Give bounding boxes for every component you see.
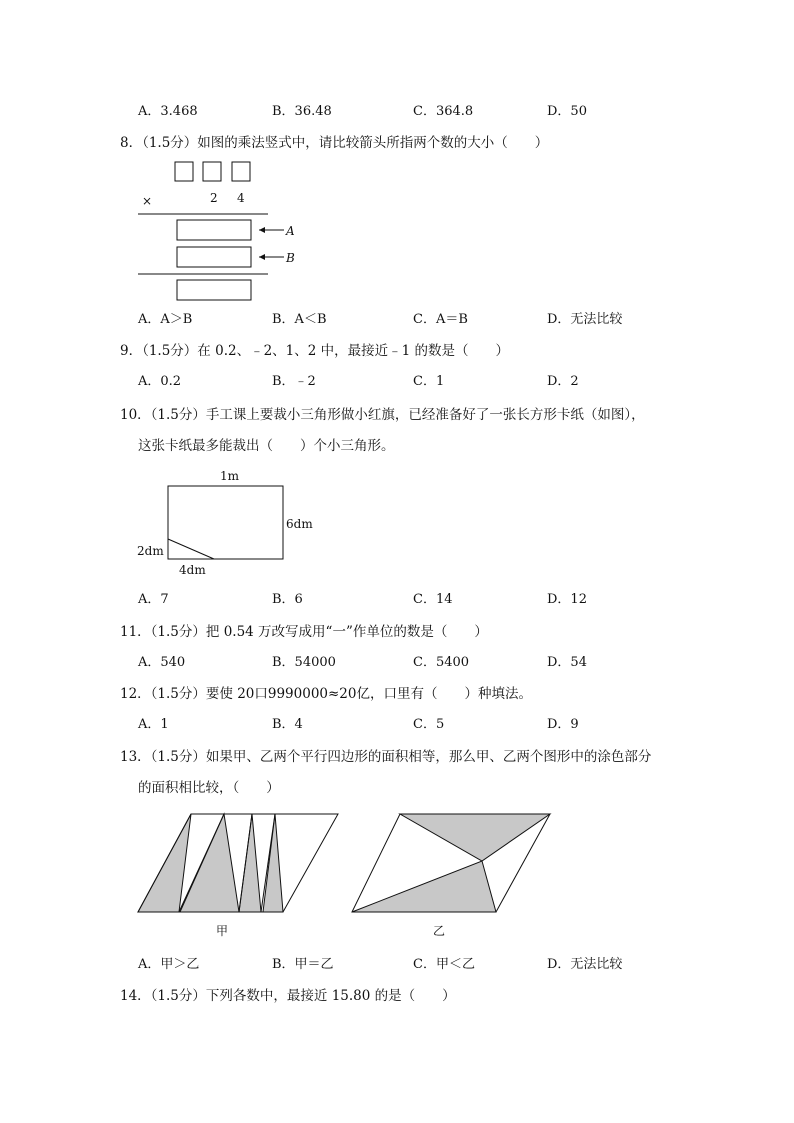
top-length-label: 1m [220, 469, 240, 483]
label-b: B [286, 251, 295, 265]
q13-option-b: B．甲＝乙 [272, 957, 334, 972]
q12-option-d: D．9 [547, 717, 579, 732]
q12-option-b: B．4 [272, 717, 303, 732]
product-box [177, 280, 251, 300]
q7-option-d: D．50 [547, 104, 587, 119]
q13-option-c: C．甲＜乙 [413, 957, 475, 972]
q9-option-b: B．﹣2 [272, 374, 316, 389]
q10-option-b: B．6 [272, 592, 303, 607]
q8-option-c: C．A＝B [413, 312, 468, 327]
q7-option-b: B．36.48 [272, 104, 332, 119]
left-length-label: 2dm [137, 544, 164, 558]
q11-option-d: D．54 [547, 655, 587, 670]
q13-option-a: A．甲＞乙 [138, 957, 200, 972]
q12-option-c: C．5 [413, 717, 445, 732]
q14-stem: 14．（1.5分）下列各数中，最接近 15.80 的是（ ） [120, 988, 456, 1004]
q11-option-c: C．5400 [413, 655, 470, 670]
q8-option-b: B．A＜B [272, 312, 327, 327]
q9-stem: 9．（1.5分）在 0.2、﹣2、1、2 中，最接近﹣1 的数是（ ） [120, 343, 510, 359]
q11-stem: 11．（1.5分）把 0.54 万改写成用“一”作单位的数是（ ） [120, 624, 488, 640]
digit-box-2 [203, 162, 221, 181]
times-sign: × [142, 194, 153, 208]
multiplier-digit-4: 4 [237, 191, 245, 205]
q9-option-c: C．1 [413, 374, 445, 389]
q12-stem: 12．（1.5分）要使 20口9990000≈20亿，口里有（ ）种填法。 [120, 686, 532, 702]
partial-product-b-box [177, 247, 251, 267]
q10-option-c: C．14 [413, 592, 453, 607]
bottom-length-label: 4dm [179, 563, 206, 577]
q10-rectangle-card-figure [134, 462, 320, 578]
q10-stem-line2: 这张卡纸最多能裁出（ ）个小三角形。 [138, 438, 395, 454]
small-triangle-cut [168, 539, 214, 559]
right-length-label: 6dm [286, 517, 313, 531]
label-yi: 乙 [433, 924, 446, 938]
q8-stem: 8．（1.5分）如图的乘法竖式中，请比较箭头所指两个数的大小（ ） [120, 135, 549, 151]
q13-stem-line1: 13．（1.5分）如果甲、乙两个平行四边形的面积相等，那么甲、乙两个图形中的涂色部分 [120, 749, 652, 765]
digit-box-1 [175, 162, 193, 181]
partial-product-a-box [177, 220, 251, 240]
q13-stem-line2: 的面积相比较，（ ） [138, 780, 280, 796]
q9-option-d: D．2 [547, 374, 579, 389]
q12-option-a: A．1 [138, 717, 169, 732]
parallelogram-yi [352, 814, 550, 912]
multiplier-digit-2: 2 [210, 191, 218, 205]
digit-box-3 [232, 162, 250, 181]
q10-option-d: D．12 [547, 592, 587, 607]
q13-option-d: D．无法比较 [547, 957, 623, 972]
label-jia: 甲 [216, 924, 229, 938]
q8-option-a: A．A＞B [138, 312, 193, 327]
q9-option-a: A．0.2 [138, 374, 182, 389]
q7-option-a: A．3.468 [138, 104, 198, 119]
q11-option-b: B．54000 [272, 655, 336, 670]
label-a: A [286, 224, 295, 238]
q13-parallelograms-figure [130, 806, 560, 946]
q7-option-c: C．364.8 [413, 104, 474, 119]
q10-option-a: A．7 [138, 592, 169, 607]
q8-option-d: D．无法比较 [547, 312, 623, 327]
q10-stem-line1: 10．（1.5分）手工课上要裁小三角形做小红旗，已经准备好了一张长方形卡纸（如图）， [120, 407, 645, 423]
parallelogram-jia [138, 814, 338, 912]
q11-option-a: A．540 [138, 655, 186, 670]
q8-multiplication-figure [130, 156, 310, 306]
card-rectangle [168, 486, 283, 559]
